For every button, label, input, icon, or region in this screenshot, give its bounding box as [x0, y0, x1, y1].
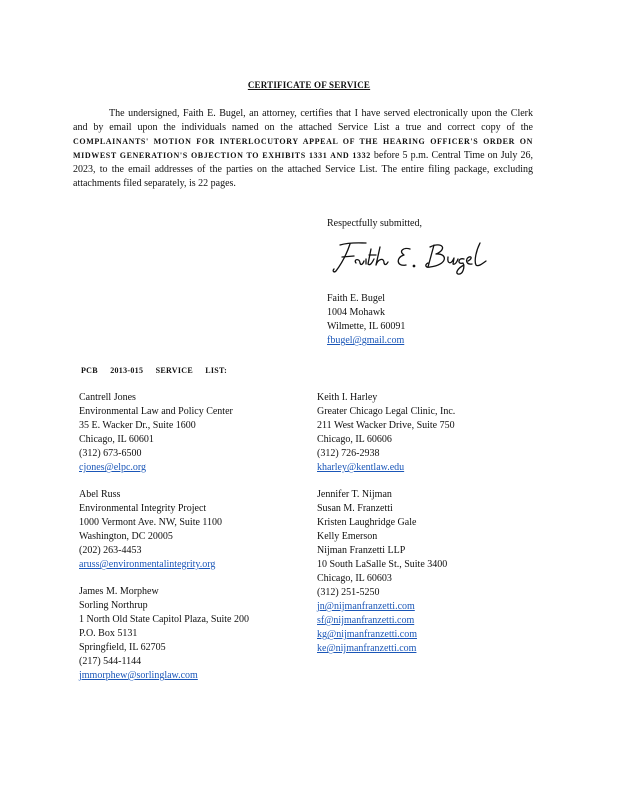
- contact-line: Environmental Integrity Project: [79, 503, 207, 514]
- contact-entry: [79, 585, 269, 683]
- certificate-body: [73, 107, 533, 191]
- contact-entry: [79, 391, 269, 475]
- signer-address-line1: 1004 Mohawk: [327, 307, 386, 318]
- contact-line: (217) 544-1144: [79, 656, 142, 667]
- contact-email-link[interactable]: ke@nijmanfranzetti.com: [317, 643, 417, 654]
- contact-line: P.O. Box 5131: [79, 628, 138, 639]
- contact-email-link[interactable]: kharley@kentlaw.edu: [317, 462, 405, 473]
- contact-entry: [317, 488, 497, 656]
- certificate-title: [0, 80, 618, 90]
- contact-email-link[interactable]: jmmorphew@sorlinglaw.com: [79, 670, 198, 681]
- closing-text: Respectfully submitted,: [327, 218, 422, 229]
- contact-line: James M. Morphew: [79, 586, 159, 597]
- contact-line: Chicago, IL 60603: [317, 573, 392, 584]
- signer-name: Faith E. Bugel: [327, 293, 386, 304]
- contact-line: (202) 263-4453: [79, 545, 142, 556]
- contact-line: Abel Russ: [79, 489, 121, 500]
- contact-line: Washington, DC 20005: [79, 531, 173, 542]
- contact-line: (312) 251-5250: [317, 587, 380, 598]
- service-list-left-column: [79, 391, 269, 696]
- contact-line: 1 North Old State Capitol Plaza, Suite 200: [79, 614, 249, 625]
- contact-email-link[interactable]: cjones@elpc.org: [79, 462, 147, 473]
- contact-line: 35 E. Wacker Dr., Suite 1600: [79, 420, 196, 431]
- certificate-body-part2: before 5 p.m. Central Time on July 26, 2023, to the email addresses of the parties on the attached Service List. The entire filing package, excluding attachments filed separately, is 22 pages.: [73, 150, 533, 189]
- contact-line: Jennifer T. Nijman: [317, 489, 392, 500]
- certificate-body-part1: The undersigned, Faith E. Bugel, an attorney, certifies that I have served electronically upon the Clerk and by email upon the individuals named on the attached Service List a true and correct copy of the: [73, 108, 533, 133]
- certificate-body-document-title: COMPLAINANTS' MOTION FOR INTERLOCUTORY APPEAL OF THE HEARING OFFICER'S ORDER ON MIDWEST GENERATION'S OBJECTION TO EXHIBITS 1331 AND 1332: [73, 137, 533, 160]
- contact-email-link[interactable]: aruss@environmentalintegrity.org: [79, 559, 216, 570]
- contact-line: Chicago, IL 60601: [79, 434, 154, 445]
- contact-line: Greater Chicago Legal Clinic, Inc.: [317, 406, 456, 417]
- signer-email-link[interactable]: fbugel@gmail.com: [327, 335, 405, 346]
- contact-line: Susan M. Franzetti: [317, 503, 393, 514]
- contact-line: (312) 726-2938: [317, 448, 380, 459]
- certificate-title-text: CERTIFICATE OF SERVICE: [247, 80, 371, 90]
- service-list-title: PCB 2013-015 SERVICE LIST:: [81, 366, 228, 375]
- contact-email-link[interactable]: jn@nijmanfranzetti.com: [317, 601, 415, 612]
- handwritten-signature: [330, 237, 490, 277]
- contact-line: Sorling Northrup: [79, 600, 148, 611]
- signer-address-line2: Wilmette, IL 60091: [327, 321, 406, 332]
- contact-email-link[interactable]: sf@nijmanfranzetti.com: [317, 615, 415, 626]
- contact-line: Chicago, IL 60606: [317, 434, 392, 445]
- contact-line: Cantrell Jones: [79, 392, 136, 403]
- service-list-right-column: [317, 391, 497, 669]
- contact-entry: [79, 488, 269, 572]
- contact-line: 211 West Wacker Drive, Suite 750: [317, 420, 455, 431]
- contact-line: Springfield, IL 62705: [79, 642, 166, 653]
- contact-line: Nijman Franzetti LLP: [317, 545, 406, 556]
- contact-line: Environmental Law and Policy Center: [79, 406, 233, 417]
- contact-line: Kelly Emerson: [317, 531, 378, 542]
- signer-block: [327, 292, 405, 348]
- contact-line: 10 South LaSalle St., Suite 3400: [317, 559, 448, 570]
- contact-line: (312) 673-6500: [79, 448, 142, 459]
- contact-line: Kristen Laughridge Gale: [317, 517, 417, 528]
- contact-email-link[interactable]: kg@nijmanfranzetti.com: [317, 629, 418, 640]
- contact-line: 1000 Vermont Ave. NW, Suite 1100: [79, 517, 223, 528]
- contact-entry: [317, 391, 497, 475]
- contact-line: Keith I. Harley: [317, 392, 378, 403]
